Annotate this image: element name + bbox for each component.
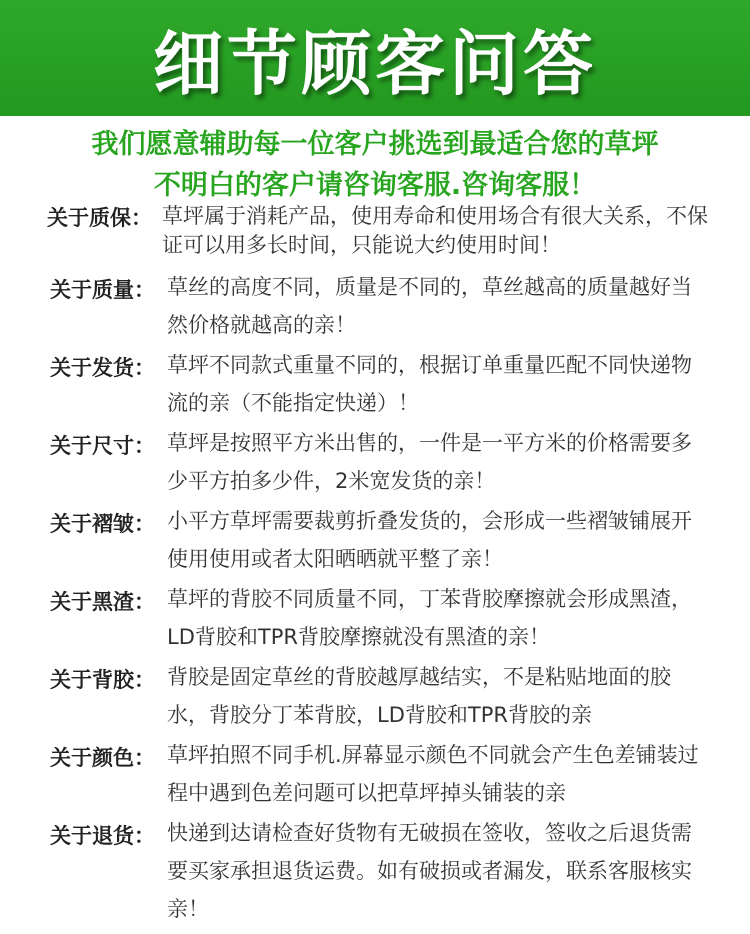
faq-answer: 快递到达请检查好货物有无破损在签收，签收之后退货需要买家承担退货运费。如有破损或者漏发，联系客服核实亲！ (167, 821, 692, 921)
faq-label: 关于尺寸： (50, 434, 155, 458)
faq-answer: 草坪属于消耗产品，使用寿命和使用场合有很大关系，不保证可以用多长时间，只能说大约使用时间！ (162, 204, 708, 257)
faq-answer: 背胶是固定草丝的背胶越厚越结实，不是粘贴地面的胶水，背胶分丁苯背胶，LD背胶和TPR背胶的亲 (167, 665, 671, 727)
page-title: 细节顾客问答 (153, 22, 597, 105)
faq-label: 关于黑渣： (50, 590, 155, 614)
faq-item-color (0, 734, 750, 812)
faq-item-black-residue (0, 578, 750, 656)
faq-label: 关于颜色： (50, 746, 155, 770)
faq-item-quality (0, 266, 750, 344)
faq-label: 关于质量： (50, 278, 155, 302)
intro-line-1: 我们愿意辅助每一位客户挑选到最适合您的草坪 (91, 129, 659, 160)
faq-answer: 草坪的背胶不同质量不同，丁苯背胶摩擦就会形成黑渣，LD背胶和TPR背胶摩擦就没有黑渣的亲！ (167, 587, 692, 649)
faq-answer: 草坪不同款式重量不同的，根据订单重量匹配不同快递物流的亲（不能指定快递）！ (167, 353, 692, 415)
faq-answer: 小平方草坪需要裁剪折叠发货的，会形成一些褶皱铺展开使用使用或者太阳晒晒就平整了亲！ (167, 509, 692, 571)
intro-line-2: 不明白的客户请咨询客服.咨询客服！ (153, 170, 597, 201)
faq-item-returns (0, 812, 750, 928)
faq-label: 关于退货： (50, 824, 155, 848)
faq-label: 关于褶皱： (50, 512, 155, 536)
faq-item-backing (0, 656, 750, 734)
faq-label: 关于背胶： (50, 668, 155, 692)
faq-list (0, 198, 750, 928)
faq-label: 关于发货： (50, 356, 155, 380)
faq-item-wrinkles (0, 500, 750, 578)
faq-answer: 草丝的高度不同，质量是不同的，草丝越高的质量越好当然价格就越高的亲！ (167, 275, 692, 337)
faq-item-size (0, 422, 750, 500)
faq-item-warranty (0, 198, 750, 266)
faq-label: 关于质保： (47, 206, 152, 230)
faq-item-shipping (0, 344, 750, 422)
header-banner (0, 0, 750, 116)
faq-answer: 草坪是按照平方米出售的，一件是一平方米的价格需要多少平方拍多少件，2米宽发货的亲！ (167, 431, 692, 493)
faq-answer: 草坪拍照不同手机.屏幕显示颜色不同就会产生色差铺装过程中遇到色差问题可以把草坪掉头铺装的亲 (167, 743, 699, 805)
